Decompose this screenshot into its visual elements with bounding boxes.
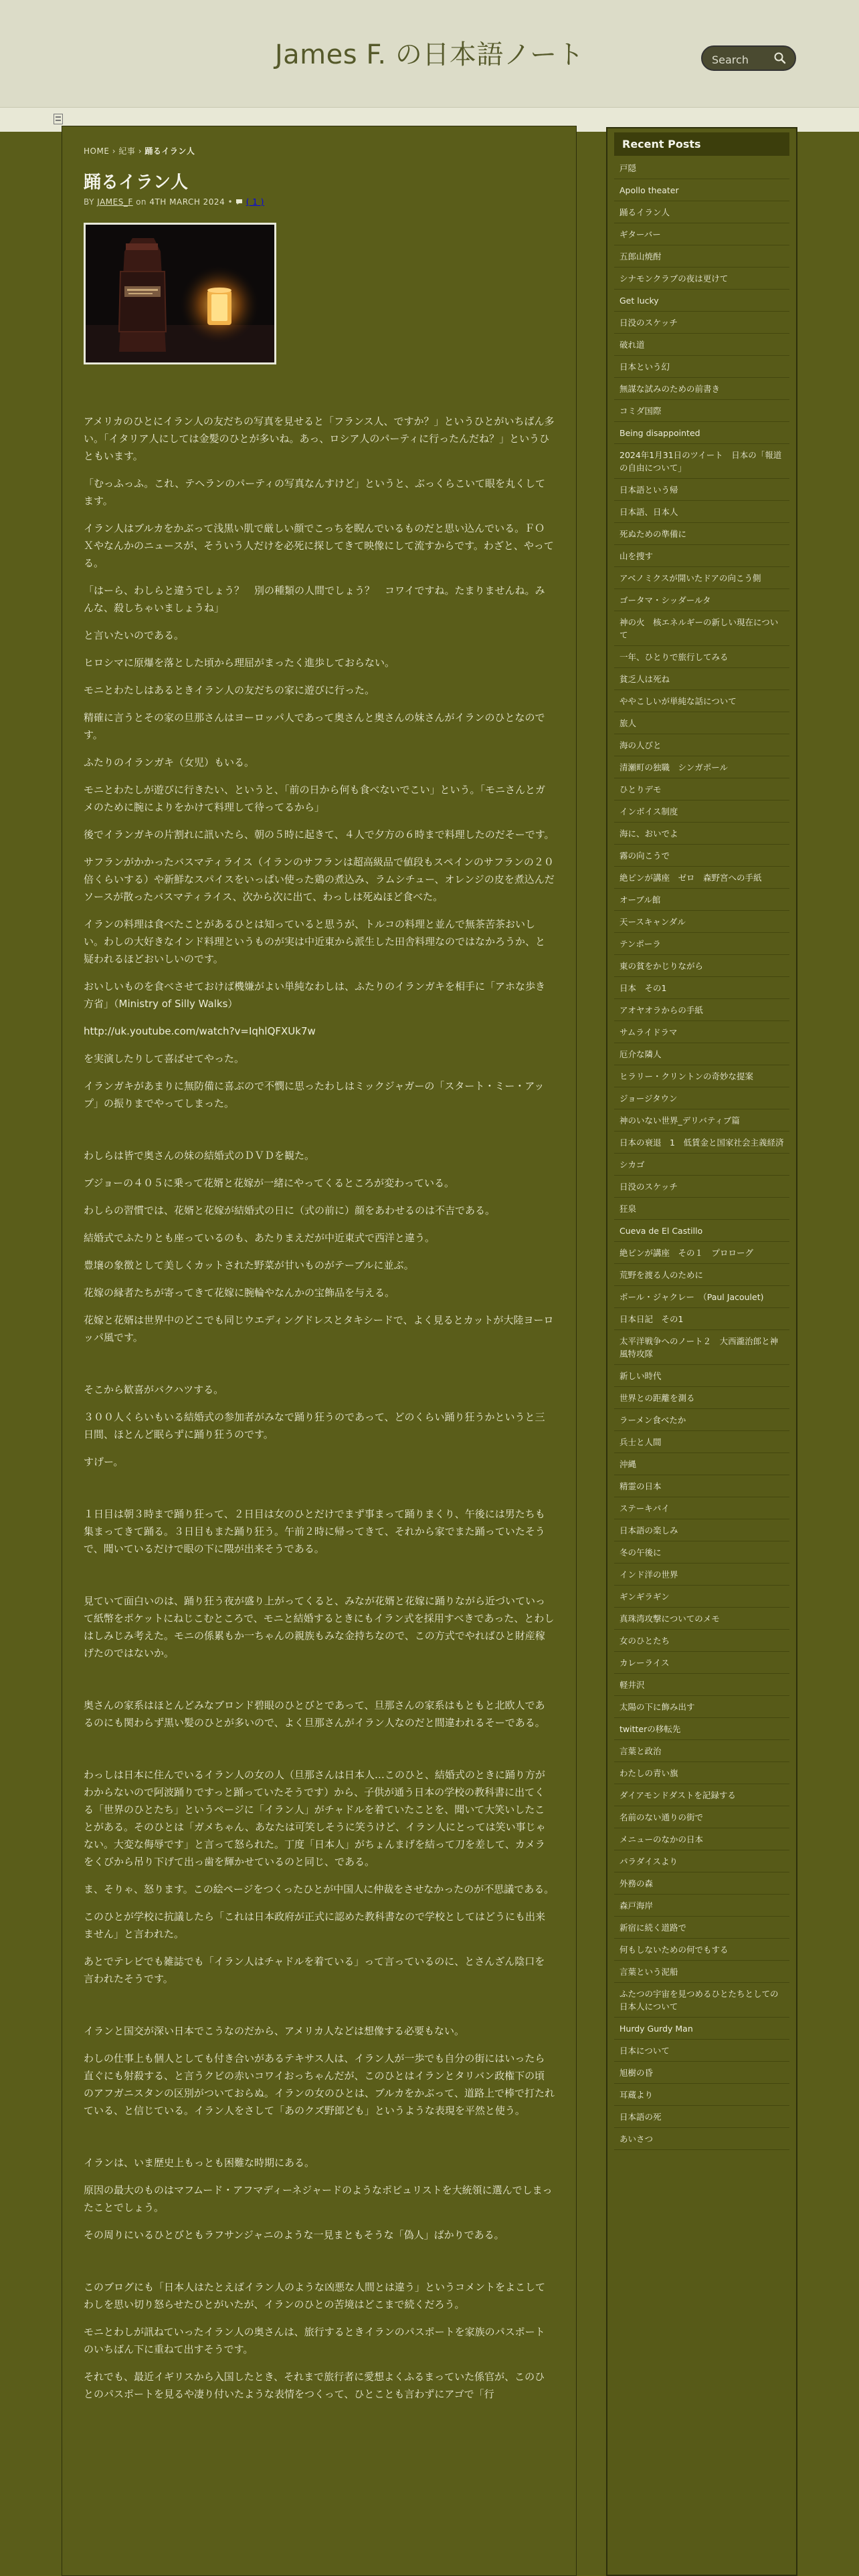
recent-post-item[interactable]: 新しい時代 [614, 1365, 789, 1387]
byline-on: on [136, 197, 147, 207]
recent-post-item[interactable]: 兵士と人間 [614, 1431, 789, 1453]
recent-post-item[interactable]: カレーライス [614, 1652, 789, 1674]
recent-post-item[interactable]: 日没のスケッチ [614, 1176, 789, 1198]
recent-post-item[interactable]: 海の人びと [614, 734, 789, 756]
recent-post-item[interactable]: パラダイスより [614, 1850, 789, 1872]
recent-post-item[interactable]: ふたつの宇宙を見つめるひとたちとしての日本人について [614, 1983, 789, 2018]
breadcrumb-separator: › [138, 146, 142, 156]
recent-post-item[interactable]: 旅人 [614, 712, 789, 734]
post-author-link[interactable]: JAMES_F [97, 197, 133, 207]
search-icon[interactable] [773, 51, 787, 65]
post-paragraph: ま、そりゃ、怒ります。この絵ページをつくったひとが中国人に仲裁をさせなかったのが不思議である。 [84, 1883, 555, 1895]
recent-post-item[interactable]: オーブル館 [614, 889, 789, 911]
post-paragraph: このブログにも「日本人はたとえばイラン人のような凶悪な人間とは違う」というコメントをよこしてわしを思い切り怒らせたひとがいたが、イランのひとの苦境はどこまで続くだろう。 [84, 2281, 546, 2311]
recent-post-item[interactable]: 天ースキャンダル [614, 911, 789, 933]
post-paragraph: イラン人はブルカをかぶって浅黒い肌で厳しい顔でこっちを睨んでいるものだと思い込んでいる。ＦＯＸやなんかのニュースが、そういう人だけを必死に探してきて映像にして流すからです。わざと、やってる。 [84, 522, 554, 569]
recent-post-item[interactable]: 外務の森 [614, 1872, 789, 1895]
recent-post-item[interactable]: シカゴ [614, 1154, 789, 1176]
recent-posts-title: Recent Posts [614, 132, 789, 156]
post-paragraph: ふたりのイランガキ（女児）もいる。 [84, 756, 255, 768]
post-paragraph: わしらの習慣では、花婿と花嫁が結婚式の日に（式の前に）顔をあわせるのは不吉である。 [84, 1204, 496, 1216]
post-title: 踊るイラン人 [84, 173, 189, 193]
recent-post-item[interactable]: ジョージタウン [614, 1087, 789, 1109]
post-paragraph: 奥さんの家系はほとんどみなブロンド碧眼のひとびとであって、旦那さんの家系はもともと北欧人であるのにも関わらず黒い髪のひとが多いので、よく旦那さんがイラン人なのだと間違われるそーである。 [84, 1699, 545, 1729]
post-paragraph: 精確に言うとその家の旦那さんはヨーロッパ人であって奥さんと奥さんの妹さんがイランのひとなのです。 [84, 712, 545, 741]
post-paragraph: モニとわたしが遊びに行きたい、というと、「前の日から何も食べないでこい」という。「モニさんとガメのために腕によりをかけて料理して待ってるから」 [84, 784, 546, 813]
post-paragraph: それでも、最近イギリスから入国したとき、それまで旅行者に愛想よくふるまっていた係官が、このひとのパスポートを見るや凄り付いたような表情をつくって、ひとことも言わずにアゴで「行 [84, 2371, 545, 2400]
recent-post-item[interactable]: 神のいない世界_デリバティブ篇 [614, 1109, 789, 1132]
recent-post-item[interactable]: ステーキパイ [614, 1497, 789, 1519]
recent-post-item[interactable]: メニューのなかの日本 [614, 1828, 789, 1850]
post-paragraph: ブジョーの４０５に乗って花婿と花嫁が一緒にやってくるところが変わっている。 [84, 1177, 454, 1189]
recent-post-item[interactable]: 死ぬための準備に [614, 523, 789, 545]
recent-post-item[interactable]: ひとりデモ [614, 778, 789, 800]
recent-post-item[interactable]: 神の火 核エネルギーの新しい現在について [614, 611, 789, 646]
recent-post-item[interactable]: 言葉と政治 [614, 1740, 789, 1762]
comment-icon[interactable] [235, 199, 243, 205]
recent-post-item[interactable]: 海に、おいでよ [614, 823, 789, 845]
post-link-paragraph [84, 1023, 555, 1040]
recent-post-item[interactable]: 冬の午後に [614, 1541, 789, 1564]
post-paragraph: １日目は朝３時まで踊り狂って、２日目は女のひとだけでまず事まって踊りまくり、午後には男たちも集まってきて踊る。３日目もまた踊り狂う。午前２時に帰ってきて、それから家でまた踊っていたそうで、聞いているだけで眼の下に隈が出来そうである。 [84, 1508, 545, 1555]
post-date: 4TH MARCH 2024 [149, 197, 225, 207]
recent-post-item[interactable]: 新宿に続く道路で [614, 1917, 789, 1939]
youtube-link[interactable]: http://uk.youtube.com/watch?v=IqhlQFXUk7w [84, 1025, 316, 1037]
recent-post-item[interactable]: 一年、ひとりで旅行してみる [614, 646, 789, 668]
recent-post-item[interactable]: ギターバー [614, 223, 789, 245]
recent-post-item[interactable]: 日本について [614, 2040, 789, 2062]
recent-post-item[interactable]: あいさつ [614, 2128, 789, 2150]
post-paragraph: おいしいものを食べさせておけば機嫌がよい単純なわしは、ふたりのイランガキを相手に「アホな歩き方省」（Ministry of Silly Walks） [84, 980, 546, 1010]
recent-post-item[interactable]: twitterの移転先 [614, 1718, 789, 1740]
post-paragraph: すげー。 [84, 1456, 124, 1468]
recent-post-item[interactable]: 日本日記 その1 [614, 1308, 789, 1330]
recent-post-item[interactable]: 厄介な隣人 [614, 1043, 789, 1065]
recent-post-item[interactable]: 山を捜す [614, 545, 789, 567]
recent-post-item[interactable]: 耳蔵より [614, 2084, 789, 2106]
recent-post-item[interactable]: インボイス制度 [614, 800, 789, 823]
recent-post-item[interactable]: 日本という幻 [614, 356, 789, 378]
recent-post-item[interactable]: コミダ国際 [614, 400, 789, 422]
breadcrumb-current: 踊るイラン人 [145, 146, 195, 156]
byline-by: BY [84, 197, 94, 207]
post-paragraph: を実演したりして喜ばせてやった。 [84, 1053, 245, 1065]
recent-post-item[interactable]: ギンギラギン [614, 1586, 789, 1608]
recent-post-item[interactable]: Apollo theater [614, 179, 789, 201]
post-paragraph: 花嫁の縁者たちが寄ってきて花嫁に腕輪やなんかの宝飾品を与える。 [84, 1287, 395, 1299]
recent-post-item[interactable]: 日没のスケッチ [614, 312, 789, 334]
recent-post-item[interactable]: 無謀な試みのための前書き [614, 378, 789, 400]
recent-post-item[interactable]: 太平洋戦争へのノート２ 大西瀧治郎と神風特攻隊 [614, 1330, 789, 1365]
recent-post-item[interactable]: 荒野を渡る人のために [614, 1264, 789, 1286]
recent-post-item[interactable]: シナモンクラブの夜は更けて [614, 267, 789, 290]
recent-post-item[interactable]: Get lucky [614, 290, 789, 312]
recent-post-item[interactable]: 名前のない通りの街で [614, 1806, 789, 1828]
recent-post-item[interactable]: 貧乏人は死ね [614, 668, 789, 690]
recent-post-item[interactable]: 日本 その1 [614, 977, 789, 999]
recent-post-item[interactable]: 踊るイラン人 [614, 201, 789, 223]
recent-post-item[interactable]: 絶ピンが講座 ゼロ 森野宮への手紙 [614, 867, 789, 889]
recent-post-item[interactable]: 破れ道 [614, 334, 789, 356]
comment-count-link[interactable]: ( 1 ) [246, 197, 264, 207]
site-header [0, 0, 859, 107]
post-paragraph: ヒロシマに原爆を落とした頃から理屈がまったく進歩しておらない。 [84, 657, 395, 669]
main-content [62, 126, 577, 2576]
recent-post-item[interactable]: 森戸海岸 [614, 1895, 789, 1917]
post-body [84, 413, 555, 2403]
recent-post-item[interactable]: アオヤオラからの手紙 [614, 999, 789, 1021]
post-paragraph: 原因の最大のものはマフムード・アフマディーネジャードのようなポピュリストを大統領に選んでしまったことでしょう。 [84, 2184, 553, 2214]
recent-post-item[interactable]: 言葉という泥船 [614, 1961, 789, 1983]
recent-post-item[interactable]: アベノミクスが開いたドアの向こう側 [614, 567, 789, 589]
recent-post-item[interactable]: 東の貧をかじりながら [614, 955, 789, 977]
post-paragraph: わっしは日本に住んでいるイラン人の女の人（旦那さんは日本人…このひと、結婚式のときに踊り方がわからないので阿波踊りですっと踊っていたそうです）から、子供が通う日本の学校の教科書に出てくる「世界のひとたち」というページに「イラン人」がチャドルを着ていたことを、聞いて大笑いしたことがある。そのひとは「ガメちゃん、あなたは可笑しそうに笑うけど、イラン人にとっては笑い事じゃない。大変な侮辱です」と言って怒られた。丁度「日本人」がちょんまげを結って刀を差して、カメラをくびから吊り下げて出っ歯を輝かせているのと同じ、である。 [84, 1769, 546, 1868]
post-photo [84, 223, 276, 364]
recent-post-item[interactable]: わたしの青い旗 [614, 1762, 789, 1784]
post-paragraph: 後でイランガキの片割れに訊いたら、朝の５時に起きて、４人で夕方の６時まで料理したのだそーです。 [84, 829, 555, 841]
recent-post-item[interactable]: 日本語、日本人 [614, 501, 789, 523]
recent-post-item[interactable]: 世界との距離を測る [614, 1387, 789, 1409]
recent-post-item[interactable]: サムライドラマ [614, 1021, 789, 1043]
recent-post-item[interactable]: ボール・ジャクレー （Paul Jacoulet) [614, 1286, 789, 1308]
recent-post-item[interactable]: 狂泉 [614, 1198, 789, 1220]
post-paragraph: と言いたいのである。 [84, 629, 185, 641]
site-title[interactable]: James F. の日本語ノート [274, 39, 585, 70]
post-paragraph: このひとが学校に抗議したら「これは日本政府が正式に認めた教科書なので学校としてはどうにも出来ません」と言われた。 [84, 1911, 546, 1940]
post-paragraph: あとでテレビでも雑誌でも「イラン人はチャドルを着ている」って言っているのに、とさんざん陰口を言われたそうです。 [84, 1955, 545, 1985]
post-paragraph: わしの仕事上も個人としても付き合いがあるテキサス人は、イラン人が一歩でも自分の街にはいったら直ぐにも射殺する、と言うクビの赤いコワイおっちゃんだが、このひとはイランとタリバン政権下の頃のアフガニスタンの区別がついておらぬ。イランの女のひとは、ブルカをかぶって、道路上で棒で打たれている、と信じている。イラン人をさして「あのクズ野郎ども」というような表現を平然と使う。 [84, 2052, 555, 2117]
breadcrumb-section[interactable]: 紀事 [118, 146, 136, 156]
search-input[interactable] [710, 51, 777, 68]
recent-post-item[interactable]: 戸隠 [614, 157, 789, 179]
post-paragraph: モニとわしが訊ねていったイラン人の奥さんは、旅行するときイランのパスポートを家族のパスポートのいちばん下に重ねて出すそうです。 [84, 2326, 545, 2355]
sidebar [606, 127, 797, 2576]
post-paragraph: サフランがかかったバスマティライス（イランのサフランは超高級品で値段もスペインのサフランの２０倍くらいする）や新鮮なスパイスをいっぱい使った鶏の煮込み、ラムシチュー、オレンジの皮を煮込んだソースが散ったバスマティライス、次から次に出て、わっしは死ぬほど食べた。 [84, 856, 555, 903]
recent-post-item[interactable]: Cueva de El Castillo [614, 1220, 789, 1242]
post-paragraph: 花嫁と花婿は世界中のどこでも同じウエディングドレスとタキシードで、よく見るとカットが大陸ヨーロッパ風です。 [84, 1314, 554, 1344]
recent-post-item[interactable]: ゴータマ・シッダールタ [614, 589, 789, 611]
post-paragraph: イランと国交が深い日本でこうなのだから、アメリカ人などは想像する必要もない。 [84, 2025, 464, 2037]
post-paragraph: モニとわたしはあるときイラン人の友だちの家に遊びに行った。 [84, 684, 375, 696]
post-paragraph: そこから歓喜がバクハツする。 [84, 1384, 224, 1396]
hamburger-icon[interactable] [54, 114, 63, 124]
post-paragraph: わしらは皆で奥さんの妹の結婚式のＤＶＤを観た。 [84, 1150, 315, 1162]
recent-post-item[interactable]: 真珠湾攻撃についてのメモ [614, 1608, 789, 1630]
post-paragraph: 「むっふっふ。これ、テヘランのパーティの写真なんすけど」というと、ぶっくらこいて眼を丸くしてます。 [84, 477, 546, 507]
post-paragraph: その周りにいるひとびともラフサンジャニのような一見まともそうな「偽人」ばかりである。 [84, 2229, 504, 2241]
recent-post-item[interactable]: 清瀬町の独職 シンガポール [614, 756, 789, 778]
recent-post-item[interactable]: ヒラリー・クリントンの奇妙な提案 [614, 1065, 789, 1087]
recent-post-item[interactable]: 日本語の楽しみ [614, 1519, 789, 1541]
recent-post-item[interactable]: 絶ピンが講座 その１ プロローグ [614, 1242, 789, 1264]
bottle-candle-photo [86, 225, 274, 362]
recent-post-item[interactable]: 沖縄 [614, 1453, 789, 1475]
breadcrumb-home[interactable]: HOME [84, 146, 110, 156]
recent-post-item[interactable]: 日本語という帰 [614, 479, 789, 501]
post-paragraph: イランの料理は食べたことがあるひとは知っていると思うが、トルコの料理と並んで無茶苦茶おいしい。わしの大好きなインド料理というものが実は中近東から派生した田舎料理なのではなかろうか、と疑われるほどおいしいのです。 [84, 918, 546, 965]
recent-post-item[interactable]: Being disappointed [614, 422, 789, 444]
post-paragraph: ３００人くらいもいる結婚式の参加者がみなで踊り狂うのであって、どのくらい踊り狂うかというと三日間、ほとんど眠らずに踊り狂うのです。 [84, 1411, 545, 1440]
recent-post-item[interactable]: 霧の向こうで [614, 845, 789, 867]
recent-posts-list [614, 157, 789, 2150]
post-paragraph: イランは、いま歴史上もっとも困難な時期にある。 [84, 2157, 315, 2169]
post-paragraph: 見ていて面白いのは、踊り狂う夜が盛り上がってくると、みなが花婿と花嫁に踊りながら近づいていって紙幣をポケットにねじこむところで、モニと結婚するときにもイラン式を採用すべきであった、とわしはしみじみ考えた。モニの係累もか一ちゃんの親族もみな金持ちなので、この方式でやればひと財産稼げたのではないか。 [84, 1595, 555, 1659]
post-paragraph: 豊壌の象徴として美しくカットされた野菜が甘いものがテーブルに並ぶ。 [84, 1259, 414, 1271]
recent-post-item[interactable]: 日本語の死 [614, 2106, 789, 2128]
breadcrumb [84, 145, 555, 156]
recent-post-item[interactable]: インド洋の世界 [614, 1564, 789, 1586]
post-paragraph: イランガキがあまりに無防備に喜ぶので不憫に思ったわしはミックジャガーの「スタート・ミー・アップ」の振りまでやってしまった。 [84, 1080, 545, 1109]
recent-post-item[interactable]: 五郎山焼酎 [614, 245, 789, 267]
recent-post-item[interactable]: テンポーラ [614, 933, 789, 955]
post-paragraph: 結婚式でふたりとも座っているのも、あたりまえだが中近東式で西洋と違う。 [84, 1232, 436, 1244]
recent-post-item[interactable]: ダイアモンドダストを記録する [614, 1784, 789, 1806]
recent-post-item[interactable]: 何もしないための何でもする [614, 1939, 789, 1961]
recent-post-item[interactable]: 精霊の日本 [614, 1475, 789, 1497]
recent-post-item[interactable]: 2024年1月31日のツイート 日本の「報道の自由について」 [614, 444, 789, 479]
post-byline [84, 197, 555, 207]
recent-post-item[interactable]: 軽井沢 [614, 1674, 789, 1696]
search-box[interactable] [701, 45, 796, 71]
recent-post-item[interactable]: 太陽の下に飾み出す [614, 1696, 789, 1718]
recent-post-item[interactable]: 女のひとたち [614, 1630, 789, 1652]
recent-post-item[interactable]: ややこしいが単純な話について [614, 690, 789, 712]
post-paragraph: アメリカのひとにイラン人の友だちの写真を見せると「フランス人、ですか？」というひとがいちばん多い。「イタリア人にしては金髪のひとが多いね。あっ、ロシア人のパーティに行ったんだね？」というひともいます。 [84, 415, 555, 462]
recent-post-item[interactable]: 日本の衰退 1 低賃金と国家社会主義経済 [614, 1132, 789, 1154]
post-paragraph: 「はーら、わしらと違うでしょう？ 別の種類の人間でしょう？ コワイですね。たまりませんね。みんな、殺しちゃいましょうね」 [84, 584, 545, 614]
recent-post-item[interactable]: Hurdy Gurdy Man [614, 2018, 789, 2040]
recent-post-item[interactable]: ラーメン食べたか [614, 1409, 789, 1431]
breadcrumb-separator: › [112, 146, 116, 156]
recent-post-item[interactable]: 旭樹の昏 [614, 2062, 789, 2084]
byline-separator: • [227, 197, 233, 207]
